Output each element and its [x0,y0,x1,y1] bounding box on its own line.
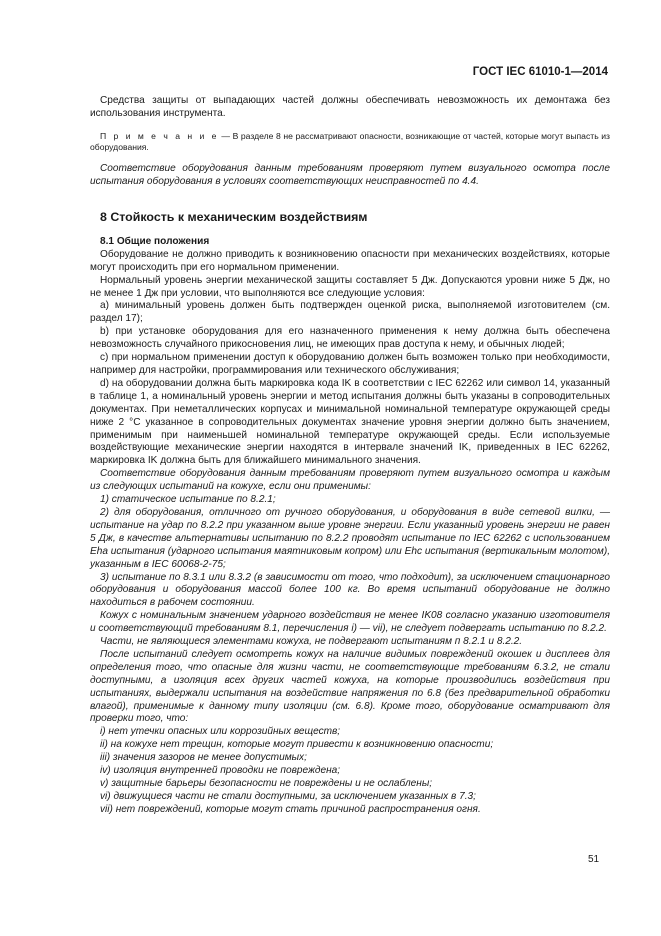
list-item: с) при нормальном применении доступ к оборудованию должен быть возможен только при необходимости, например для настройки, программирования или технического обслуживания; [90,352,610,376]
paragraph-intro: Средства защиты от выпадающих частей должны обеспечивать невозможность их демонтажа без использования инструмента. [90,95,610,119]
compliance-paragraph: Соответствие оборудования данным требованиям проверяют путем визуального осмотра после испытания оборудования в условиях соответствующих неисправностей по 4.4. [90,163,610,188]
list-item: ii) на кожухе нет трещин, которые могут привести к возникновению опасности; [100,739,494,751]
list-item: vii) нет повреждений, которые могут стать причиной распространения огня. [100,803,481,815]
italic-paragraph: Части, не являющиеся элементами кожуха, не подвергают испытаниям п 8.2.1 и 8.2.2. [100,636,523,648]
italic-paragraph: После испытаний следует осмотреть кожух на наличие видимых повреждений окошек и дисплеев для определения того, что опасные для жизни части, не соответствующие требованиям 6.3.2, не стали доступными, а изоляция всех других частей кожуха, на которые производились воздействия при испытаниях, выдержали испытания на воздействие напряжения по 6.8 (без предварительной обработки влагой), применимые к данному типу изоляции (см. 6.8). Кроме того, оборудование осматривают для проверки того, что: [90,648,610,725]
page-number: 51 [588,854,600,865]
list-item: 2) для оборудования, отличного от ручного оборудования, и оборудования в виде сетевой вилки, — испытание на удар по 8.2.2 при указанном выше уровне энергии. Если указанный уровень энергии не равен 5 Дж, в качестве альтернативы испытанию по 8.2.2 проводят испытание по IEC 62262 с использованием Eha испытания (ударного испытания маятниковым копром) или Ehc испытания (вертикальным молотом), указанным в IEC 60068-2-75; [90,506,610,570]
list-item: iv) изоляция внутренней проводки не повреждена; [100,765,341,777]
list-item: 3) испытание по 8.3.1 или 8.3.2 (в зависимости от того, что подходит), за исключением стационарного оборудования и оборудования массой более 100 кг. Во время испытаний оборудование не должно находиться в рабочем состоянии. [90,571,610,609]
list-item: d) на оборудовании должна быть маркировка кода IK в соответствии с IEC 62262 или символ 14, указанный в таблице 1, а номинальный уровень энергии и метод испытания должны быть указаны в сопроводительных документах. При неметаллических корпусах и минимальной номинальной температуре окружающей среды ниже 2 °С указанное в сопроводительных документах значение уровня энергии должно быть значением, применимым при наименьшей номинальной температуре окружающей среды. Если используемые воздействующие механические энергии находятся в интервале значений IK, приведенных в IEC 62262, маркировка IK должна быть для ближайшего минимального значения. [90,377,610,467]
list-item: 1) статическое испытание по 8.2.1; [100,494,276,506]
standard-header: ГОСТ IEC 61010-1—2014 [472,66,608,78]
italic-paragraph: Кожух с номинальным значением ударного воздействия не менее IK08 согласно указанию изготовителя и соответствующий требованиям 8.1, перечисления i) — vii), не следует подвергать испытанию по 8.2.2. [90,610,610,635]
list-item: b) при установке оборудования для его назначенного применения к нему должна быть обеспечена невозможность случайного прикосновения лиц, не имеющих прав доступа к нему, и обычных людей; [90,326,610,351]
body-paragraph: Оборудование не должно приводить к возникновению опасности при механических воздействиях, которые могут происходить при его нормальном применении. [90,248,610,273]
list-item: iii) значения зазоров не менее допустимых; [100,752,307,764]
body-paragraph: Нормальный уровень энергии механической защиты составляет 5 Дж. Допускаются уровни ниже 5 Дж, но не менее 1 Дж при условии, что выполняются все следующие условия: [90,274,610,299]
section-title: 8 Стойкость к механическим воздействиям [100,210,368,225]
note-label: П р и м е ч а н и е [100,130,219,141]
subsection-title: 8.1 Общие положения [100,235,210,247]
note-text: — В разделе 8 не рассматривают опасности, возникающие от частей, которые могут выпасть из оборудования. [90,130,610,153]
page-content [90,95,610,817]
note [90,131,610,153]
compliance-paragraph: Соответствие оборудования данным требованиям проверяют путем визуального осмотра и каждым из следующих испытаний на кожухе, если они применимы: [90,468,610,493]
list-item: vi) движущиеся части не стали доступными, за исключением указанных в 7.3; [100,790,476,802]
list-item: v) защитные барьеры безопасности не повреждены и не ослаблены; [100,778,433,789]
list-item: а) минимальный уровень должен быть подтвержден оценкой риска, выполняемой изготовителем (см. раздел 17); [90,300,610,325]
list-item: i) нет утечки опасных или коррозийных веществ; [100,726,341,738]
